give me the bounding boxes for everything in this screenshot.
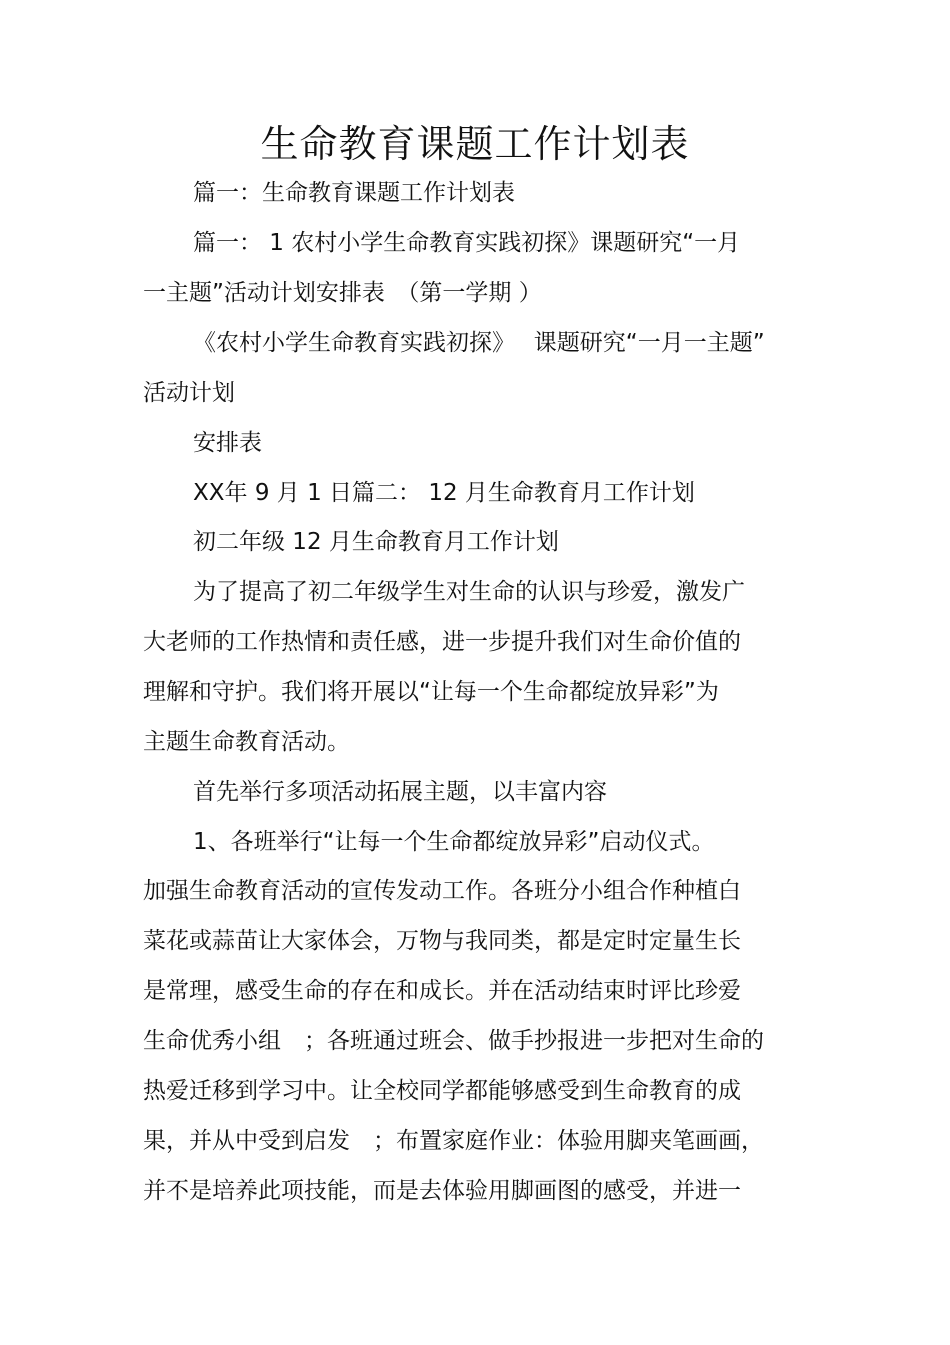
paragraph-line: 并不是培养此项技能，而是去体验用脚画图的感受，并进一 xyxy=(143,1178,741,1204)
paragraph-line: 安排表 xyxy=(193,430,262,456)
paragraph-line: 首先举行多项活动拓展主题，以丰富内容 xyxy=(193,779,607,805)
paragraph-line: 大老师的工作热情和责任感，进一步提升我们对生命价值的 xyxy=(143,629,741,655)
paragraph-line: 《农村小学生命教育实践初探》 课题研究“一月一主题” xyxy=(193,330,765,356)
paragraph-line: 1、各班举行“让每一个生命都绽放异彩”启动仪式。 xyxy=(193,829,715,855)
paragraph-line: 理解和守护。我们将开展以“让每一个生命都绽放异彩”为 xyxy=(143,679,719,705)
paragraph-line: 初二年级 12 月生命教育月工作计划 xyxy=(193,529,559,555)
paragraph-line: 篇一：生命教育课题工作计划表 xyxy=(193,180,515,206)
paragraph-line: 篇一： 1 农村小学生命教育实践初探》课题研究“一月 xyxy=(193,230,741,256)
paragraph-line: 主题生命教育活动。 xyxy=(143,729,350,755)
document-title: 生命教育课题工作计划表 xyxy=(260,122,690,166)
paragraph-line: 为了提高了初二年级学生对生命的认识与珍爱，激发广 xyxy=(193,579,745,605)
paragraph-line: 加强生命教育活动的宣传发动工作。各班分小组合作种植白 xyxy=(143,878,741,904)
paragraph-line: XX年 9 月 1 日篇二： 12 月生命教育月工作计划 xyxy=(193,480,695,506)
paragraph-line: 生命优秀小组 ；各班通过班会、做手抄报进一步把对生命的 xyxy=(143,1028,764,1054)
paragraph-line: 热爱迁移到学习中。让全校同学都能够感受到生命教育的成 xyxy=(143,1078,741,1104)
paragraph-line: 活动计划 xyxy=(143,380,235,406)
paragraph-line: 一主题”活动计划安排表 （第一学期 ） xyxy=(143,280,542,306)
paragraph-line: 果，并从中受到启发 ；布置家庭作业：体验用脚夹笔画画， xyxy=(143,1128,764,1154)
paragraph-line: 是常理，感受生命的存在和成长。并在活动结束时评比珍爱 xyxy=(143,978,741,1004)
paragraph-line: 菜花或蒜苗让大家体会，万物与我同类，都是定时定量生长 xyxy=(143,928,741,954)
